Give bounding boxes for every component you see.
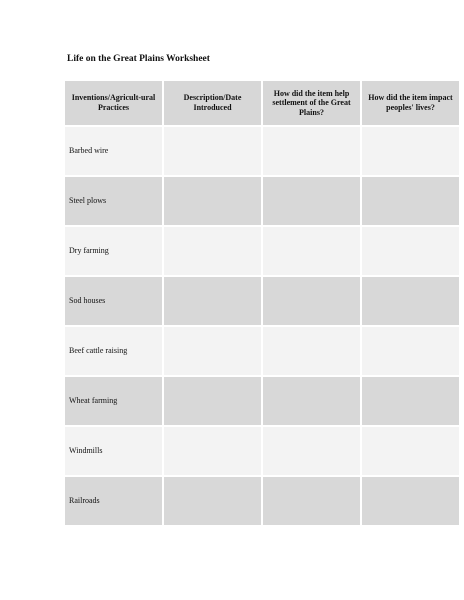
- row-label: Sod houses: [65, 277, 162, 325]
- answer-cell[interactable]: [362, 427, 459, 475]
- answer-cell[interactable]: [263, 277, 360, 325]
- table-row: [65, 427, 459, 475]
- row-label: Steel plows: [65, 177, 162, 225]
- row-label: Dry farming: [65, 227, 162, 275]
- table-row: [65, 327, 459, 375]
- row-label: Beef cattle raising: [65, 327, 162, 375]
- answer-cell[interactable]: [164, 227, 261, 275]
- answer-cell[interactable]: [362, 227, 459, 275]
- header-inventions: Inventions/Agricult-ural Practices: [65, 81, 162, 125]
- table-row: [65, 127, 459, 175]
- row-label: Windmills: [65, 427, 162, 475]
- answer-cell[interactable]: [164, 177, 261, 225]
- header-settlement: How did the item help settlement of the Great Plains?: [263, 81, 360, 125]
- answer-cell[interactable]: [263, 227, 360, 275]
- worksheet-table: [63, 79, 461, 527]
- answer-cell[interactable]: [164, 427, 261, 475]
- answer-cell[interactable]: [362, 377, 459, 425]
- answer-cell[interactable]: [362, 327, 459, 375]
- answer-cell[interactable]: [263, 427, 360, 475]
- row-label: Wheat farming: [65, 377, 162, 425]
- answer-cell[interactable]: [164, 477, 261, 525]
- header-impact: How did the item impact peoples' lives?: [362, 81, 459, 125]
- answer-cell[interactable]: [263, 377, 360, 425]
- table-header-row: [65, 81, 459, 125]
- answer-cell[interactable]: [362, 277, 459, 325]
- answer-cell[interactable]: [164, 127, 261, 175]
- answer-cell[interactable]: [164, 277, 261, 325]
- table-row: [65, 177, 459, 225]
- answer-cell[interactable]: [164, 327, 261, 375]
- table-row: [65, 277, 459, 325]
- answer-cell[interactable]: [362, 127, 459, 175]
- table-row: [65, 227, 459, 275]
- answer-cell[interactable]: [263, 127, 360, 175]
- answer-cell[interactable]: [263, 327, 360, 375]
- answer-cell[interactable]: [263, 477, 360, 525]
- answer-cell[interactable]: [362, 177, 459, 225]
- answer-cell[interactable]: [164, 377, 261, 425]
- header-description: Description/Date Introduced: [164, 81, 261, 125]
- table-row: [65, 377, 459, 425]
- row-label: Railroads: [65, 477, 162, 525]
- answer-cell[interactable]: [362, 477, 459, 525]
- table-row: [65, 477, 459, 525]
- row-label: Barbed wire: [65, 127, 162, 175]
- page-title: Life on the Great Plains Worksheet: [67, 54, 210, 64]
- answer-cell[interactable]: [263, 177, 360, 225]
